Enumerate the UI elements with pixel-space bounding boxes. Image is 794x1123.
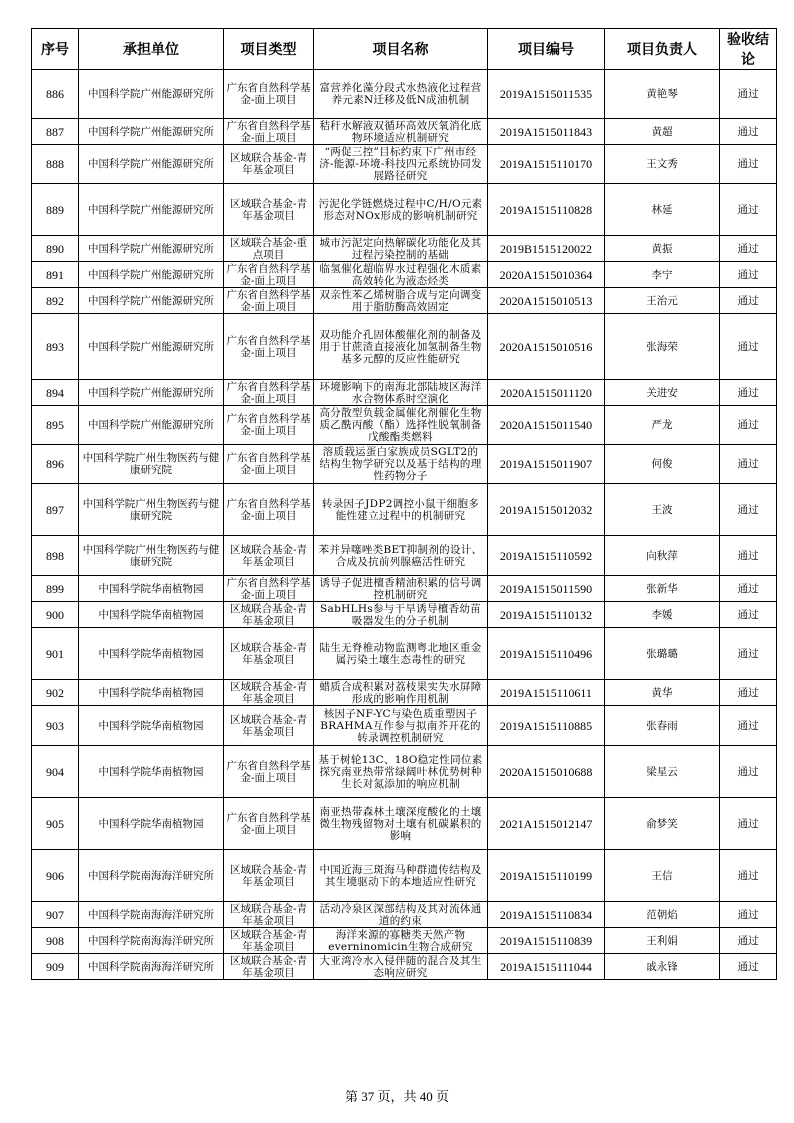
cell-code: 2019A1515011535	[488, 70, 605, 119]
cell-type: 广东省自然科学基金-面上项目	[224, 70, 314, 119]
cell-name: 转录因子JDP2调控小鼠干细胞多能性建立过程中的机制研究	[314, 484, 488, 536]
cell-unit: 中国科学院华南植物园	[79, 746, 224, 798]
cell-leader: 李媛	[605, 602, 720, 628]
cell-type: 区域联合基金-重点项目	[224, 236, 314, 262]
table-row	[32, 706, 777, 746]
cell-unit: 中国科学院广州能源研究所	[79, 145, 224, 184]
cell-type: 广东省自然科学基金-面上项目	[224, 380, 314, 406]
cell-name: “两促三控”目标约束下广州市经济-能源-环境-科技四元系统协同发展路径研究	[314, 145, 488, 184]
cell-code: 2020A1515010516	[488, 314, 605, 380]
cell-no: 898	[32, 536, 79, 576]
cell-name: 基于树轮13C、18O稳定性同位素探究南亚热带常绿阔叶林优势树种生长对氮添加的响应机制	[314, 746, 488, 798]
cell-no: 902	[32, 680, 79, 706]
header-code: 项目编号	[488, 29, 605, 70]
cell-unit: 中国科学院南海海洋研究所	[79, 850, 224, 902]
cell-name: 大亚湾冷水入侵伴随的混合及其生态响应研究	[314, 954, 488, 980]
cell-code: 2019B1515120022	[488, 236, 605, 262]
cell-no: 909	[32, 954, 79, 980]
cell-leader: 黄超	[605, 119, 720, 145]
cell-code: 2019A1515111044	[488, 954, 605, 980]
cell-leader: 梁星云	[605, 746, 720, 798]
cell-code: 2019A1515110839	[488, 928, 605, 954]
cell-no: 893	[32, 314, 79, 380]
cell-code: 2019A1515110611	[488, 680, 605, 706]
cell-no: 903	[32, 706, 79, 746]
cell-name: 海洋来源的寡糖类天然产物everninomicin生物合成研究	[314, 928, 488, 954]
cell-leader: 李宁	[605, 262, 720, 288]
cell-name: 陆生无脊椎动物监测粤北地区重金属污染土壤生态毒性的研究	[314, 628, 488, 680]
cell-unit: 中国科学院华南植物园	[79, 798, 224, 850]
cell-leader: 黄华	[605, 680, 720, 706]
cell-result: 通过	[720, 262, 777, 288]
cell-code: 2019A1515011907	[488, 445, 605, 484]
cell-result: 通过	[720, 954, 777, 980]
cell-name: 蜡质合成积累对荔枝果实失水屏障形成的影响作用机制	[314, 680, 488, 706]
cell-result: 通过	[720, 406, 777, 445]
cell-no: 896	[32, 445, 79, 484]
cell-unit: 中国科学院华南植物园	[79, 680, 224, 706]
cell-code: 2019A1515110885	[488, 706, 605, 746]
cell-unit: 中国科学院广州能源研究所	[79, 262, 224, 288]
cell-type: 区域联合基金-青年基金项目	[224, 536, 314, 576]
cell-type: 广东省自然科学基金-面上项目	[224, 288, 314, 314]
table-row	[32, 484, 777, 536]
header-result: 验收结论	[720, 29, 777, 70]
cell-name: 苯并异噻唑类BET抑制剂的设计、合成及抗前列腺癌活性研究	[314, 536, 488, 576]
cell-code: 2019A1515110199	[488, 850, 605, 902]
page-footer: 第 37 页，共 40 页	[344, 1089, 449, 1104]
cell-type: 区域联合基金-青年基金项目	[224, 602, 314, 628]
cell-result: 通过	[720, 236, 777, 262]
cell-result: 通过	[720, 445, 777, 484]
table-row	[32, 119, 777, 145]
cell-name: SabHLHs参与干旱诱导檀香幼苗吸器发生的分子机制	[314, 602, 488, 628]
cell-no: 886	[32, 70, 79, 119]
table-row	[32, 445, 777, 484]
table-row	[32, 406, 777, 445]
cell-leader: 张璐璐	[605, 628, 720, 680]
cell-result: 通过	[720, 145, 777, 184]
table-row	[32, 602, 777, 628]
cell-unit: 中国科学院广州生物医药与健康研究院	[79, 484, 224, 536]
cell-code: 2020A1515010364	[488, 262, 605, 288]
cell-unit: 中国科学院广州能源研究所	[79, 406, 224, 445]
cell-result: 通过	[720, 680, 777, 706]
table-row	[32, 680, 777, 706]
cell-type: 广东省自然科学基金-面上项目	[224, 746, 314, 798]
cell-leader: 王波	[605, 484, 720, 536]
cell-unit: 中国科学院广州能源研究所	[79, 288, 224, 314]
cell-leader: 戚永锋	[605, 954, 720, 980]
cell-name: 秸秆水解液双循环高效厌氧消化底物环境适应机制研究	[314, 119, 488, 145]
table-row	[32, 954, 777, 980]
cell-leader: 黄艳琴	[605, 70, 720, 119]
cell-type: 广东省自然科学基金-面上项目	[224, 119, 314, 145]
cell-name: 溶质载运蛋白家族成员SGLT2的结构生物学研究以及基于结构的理性药物分子	[314, 445, 488, 484]
header-name: 项目名称	[314, 29, 488, 70]
cell-unit: 中国科学院广州能源研究所	[79, 119, 224, 145]
cell-no: 895	[32, 406, 79, 445]
cell-name: 城市污泥定向热解碳化功能化及其过程污染控制的基础	[314, 236, 488, 262]
cell-unit: 中国科学院广州能源研究所	[79, 70, 224, 119]
cell-no: 894	[32, 380, 79, 406]
table-row	[32, 380, 777, 406]
cell-result: 通过	[720, 288, 777, 314]
header-leader: 项目负责人	[605, 29, 720, 70]
cell-unit: 中国科学院南海海洋研究所	[79, 902, 224, 928]
cell-code: 2019A1515110496	[488, 628, 605, 680]
cell-unit: 中国科学院广州能源研究所	[79, 184, 224, 236]
table-row	[32, 928, 777, 954]
cell-type: 广东省自然科学基金-面上项目	[224, 576, 314, 602]
cell-name: 核因子NF-YC与染色质重塑因子BRAHMA互作参与拟南芥开花的转录调控机制研究	[314, 706, 488, 746]
table-row	[32, 536, 777, 576]
cell-name: 高分散型负载金属催化剂催化生物质乙酰丙酸（酯）选择性脱氧制备戊酸酯类燃料	[314, 406, 488, 445]
cell-leader: 俞梦笑	[605, 798, 720, 850]
cell-result: 通过	[720, 602, 777, 628]
table-row	[32, 70, 777, 119]
cell-name: 临氢催化超临界水过程强化木质素高效转化为液态烃类	[314, 262, 488, 288]
cell-code: 2020A1515011540	[488, 406, 605, 445]
header-no: 序号	[32, 29, 79, 70]
cell-name: 中国近海三斑海马种群遗传结构及其生境驱动下的本地适应性研究	[314, 850, 488, 902]
cell-unit: 中国科学院广州能源研究所	[79, 380, 224, 406]
cell-result: 通过	[720, 314, 777, 380]
table-row	[32, 850, 777, 902]
cell-no: 892	[32, 288, 79, 314]
cell-no: 907	[32, 902, 79, 928]
table-row	[32, 288, 777, 314]
cell-leader: 张新华	[605, 576, 720, 602]
cell-result: 通过	[720, 484, 777, 536]
header-unit: 承担单位	[79, 29, 224, 70]
cell-no: 904	[32, 746, 79, 798]
cell-code: 2020A1515011120	[488, 380, 605, 406]
cell-type: 区域联合基金-青年基金项目	[224, 954, 314, 980]
cell-name: 诱导子促进檀香精油积累的信号调控机制研究	[314, 576, 488, 602]
cell-result: 通过	[720, 536, 777, 576]
cell-no: 888	[32, 145, 79, 184]
cell-unit: 中国科学院华南植物园	[79, 576, 224, 602]
cell-leader: 范朝焰	[605, 902, 720, 928]
cell-code: 2019A1515110132	[488, 602, 605, 628]
cell-name: 环境影响下的南海北部陆坡区海洋水合物体系时空演化	[314, 380, 488, 406]
cell-result: 通过	[720, 576, 777, 602]
cell-name: 双亲性苯乙烯树脂合成与定向调变用于脂肪酶高效固定	[314, 288, 488, 314]
cell-name: 污泥化学链燃烧过程中C/H/O元素形态对NOx形成的影响机制研究	[314, 184, 488, 236]
cell-leader: 王治元	[605, 288, 720, 314]
cell-code: 2019A1515011843	[488, 119, 605, 145]
cell-leader: 林延	[605, 184, 720, 236]
cell-type: 区域联合基金-青年基金项目	[224, 628, 314, 680]
cell-type: 区域联合基金-青年基金项目	[224, 184, 314, 236]
cell-leader: 王文秀	[605, 145, 720, 184]
cell-type: 区域联合基金-青年基金项目	[224, 145, 314, 184]
cell-no: 890	[32, 236, 79, 262]
cell-leader: 严龙	[605, 406, 720, 445]
cell-code: 2019A1515110828	[488, 184, 605, 236]
header-row	[32, 29, 777, 70]
cell-type: 广东省自然科学基金-面上项目	[224, 484, 314, 536]
cell-unit: 中国科学院南海海洋研究所	[79, 928, 224, 954]
cell-code: 2020A1515010513	[488, 288, 605, 314]
cell-no: 891	[32, 262, 79, 288]
cell-result: 通过	[720, 119, 777, 145]
table-body	[32, 70, 777, 980]
cell-code: 2019A1515110592	[488, 536, 605, 576]
table-row	[32, 576, 777, 602]
table-row	[32, 145, 777, 184]
cell-no: 897	[32, 484, 79, 536]
table-row	[32, 902, 777, 928]
cell-type: 广东省自然科学基金-面上项目	[224, 262, 314, 288]
cell-result: 通过	[720, 902, 777, 928]
table-row	[32, 628, 777, 680]
cell-unit: 中国科学院广州能源研究所	[79, 314, 224, 380]
cell-result: 通过	[720, 184, 777, 236]
cell-leader: 黄振	[605, 236, 720, 262]
header-type: 项目类型	[224, 29, 314, 70]
cell-no: 901	[32, 628, 79, 680]
table-row	[32, 236, 777, 262]
table-row	[32, 798, 777, 850]
cell-code: 2020A1515010688	[488, 746, 605, 798]
cell-type: 广东省自然科学基金-面上项目	[224, 406, 314, 445]
cell-no: 908	[32, 928, 79, 954]
cell-leader: 王利娟	[605, 928, 720, 954]
cell-result: 通过	[720, 706, 777, 746]
cell-code: 2019A1515110834	[488, 902, 605, 928]
cell-unit: 中国科学院南海海洋研究所	[79, 954, 224, 980]
cell-leader: 王信	[605, 850, 720, 902]
cell-no: 906	[32, 850, 79, 902]
table-row	[32, 314, 777, 380]
cell-code: 2019A1515011590	[488, 576, 605, 602]
cell-name: 活动冷泉区深部结构及其对流体通道的约束	[314, 902, 488, 928]
cell-name: 双功能介孔固体酸催化剂的制备及用于甘蔗渣直接液化加氢制备生物基多元醇的反应性能研究	[314, 314, 488, 380]
cell-result: 通过	[720, 380, 777, 406]
cell-type: 区域联合基金-青年基金项目	[224, 850, 314, 902]
cell-type: 区域联合基金-青年基金项目	[224, 902, 314, 928]
cell-code: 2019A1515110170	[488, 145, 605, 184]
cell-no: 900	[32, 602, 79, 628]
table-header	[32, 29, 777, 70]
cell-result: 通过	[720, 628, 777, 680]
cell-result: 通过	[720, 928, 777, 954]
table-row	[32, 184, 777, 236]
cell-no: 899	[32, 576, 79, 602]
cell-result: 通过	[720, 850, 777, 902]
cell-unit: 中国科学院广州生物医药与健康研究院	[79, 445, 224, 484]
cell-result: 通过	[720, 746, 777, 798]
cell-name: 南亚热带森林土壤深度酸化的土壤微生物残留物对土壤有机碳累积的影响	[314, 798, 488, 850]
project-acceptance-table	[31, 28, 777, 980]
cell-type: 广东省自然科学基金-面上项目	[224, 314, 314, 380]
cell-no: 889	[32, 184, 79, 236]
cell-leader: 向秋萍	[605, 536, 720, 576]
cell-leader: 关进安	[605, 380, 720, 406]
cell-unit: 中国科学院华南植物园	[79, 628, 224, 680]
table-row	[32, 262, 777, 288]
cell-unit: 中国科学院华南植物园	[79, 602, 224, 628]
cell-unit: 中国科学院华南植物园	[79, 706, 224, 746]
cell-result: 通过	[720, 798, 777, 850]
cell-code: 2021A1515012147	[488, 798, 605, 850]
cell-type: 区域联合基金-青年基金项目	[224, 706, 314, 746]
cell-leader: 张春雨	[605, 706, 720, 746]
cell-leader: 张海荣	[605, 314, 720, 380]
table-row	[32, 746, 777, 798]
cell-type: 区域联合基金-青年基金项目	[224, 928, 314, 954]
cell-name: 富营养化藻分段式水热液化过程营养元素N迁移及低N成油机制	[314, 70, 488, 119]
cell-no: 887	[32, 119, 79, 145]
cell-type: 广东省自然科学基金-面上项目	[224, 445, 314, 484]
cell-no: 905	[32, 798, 79, 850]
cell-type: 区域联合基金-青年基金项目	[224, 680, 314, 706]
cell-leader: 何俊	[605, 445, 720, 484]
cell-result: 通过	[720, 70, 777, 119]
cell-unit: 中国科学院广州能源研究所	[79, 236, 224, 262]
cell-type: 广东省自然科学基金-面上项目	[224, 798, 314, 850]
cell-unit: 中国科学院广州生物医药与健康研究院	[79, 536, 224, 576]
cell-code: 2019A1515012032	[488, 484, 605, 536]
